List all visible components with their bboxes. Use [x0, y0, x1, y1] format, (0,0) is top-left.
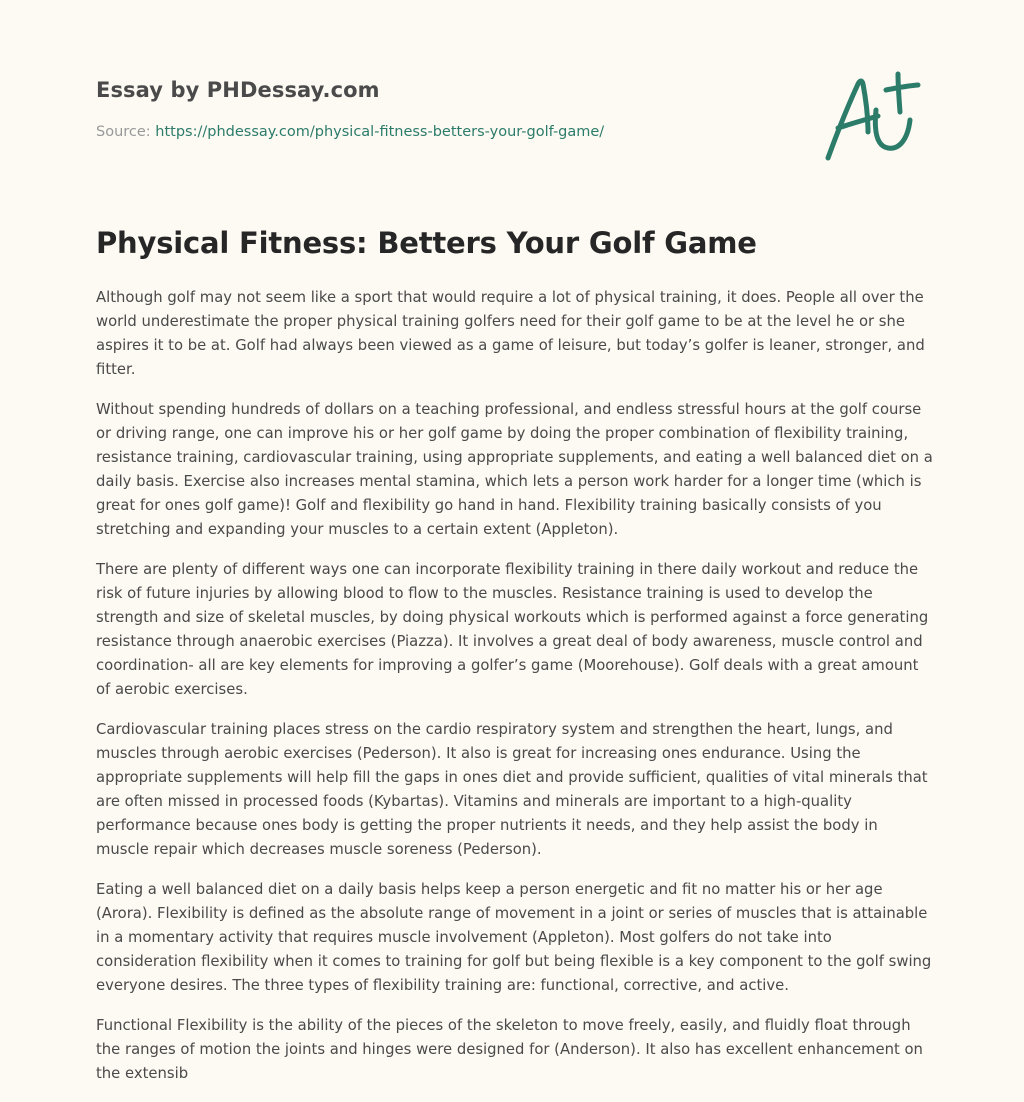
- source-line: [96, 124, 604, 140]
- source-link[interactable]: https://phdessay.com/physical-fitness-betters-your-golf-game/: [155, 124, 605, 140]
- essay-paragraph: Cardiovascular training places stress on the cardio respiratory system and strengthen the heart, lungs, and muscles through aerobic exercises (Pederson). It also is great for increasing ones endurance. Using the appropriate supplements will help fill the gaps in ones diet and provide sufficient, qualities of vital minerals that are often missed in processed foods (Kybartas). Vitamins and minerals are important to a high-quality performance because ones body is getting the proper nutrients it needs, and they help assist the body in muscle repair which decreases muscle soreness (Pederson).: [96, 721, 928, 858]
- page-header: [0, 0, 1024, 200]
- source-label: Source:: [96, 124, 156, 140]
- essay-paragraph: Although golf may not seem like a sport that would require a lot of physical training, it does. People all over the world underestimate the proper physical training golfers need for their golf game to be at the level he or she aspires it to be at. Golf had always been viewed as a game of leisure, but today’s golfer is leaner, stronger, and fitter.: [96, 289, 925, 378]
- essay-body: [96, 286, 934, 1102]
- brand-name: Essay by PHDessay.com: [96, 78, 380, 102]
- essay-paragraph: Eating a well balanced diet on a daily basis helps keep a person energetic and fit no matter his or her age (Arora). Flexibility is defined as the absolute range of movement in a joint or series of muscles that is attainable in a momentary activity that requires muscle involvement (Appleton). Most golfers do not take into consideration flexibility when it comes to training for golf but being flexible is a key component to the golf swing everyone desires. The three types of flexibility training are: functional, corrective, and active.: [96, 881, 932, 994]
- essay-paragraph: Functional Flexibility is the ability of the pieces of the skeleton to move freely, easily, and fluidly float through the ranges of motion the joints and hinges were designed for (Anderson). It also has excellent enhancement on the extensib: [96, 1017, 923, 1082]
- essay-paragraph: Without spending hundreds of dollars on a teaching professional, and endless stressful hours at the golf course or driving range, one can improve his or her golf game by doing the proper combination of flexibility training, resistance training, cardiovascular training, using appropriate supplements, and eating a well balanced diet on a daily basis. Exercise also increases mental stamina, which lets a person work harder for a longer time (which is great for ones golf game)! Golf and flexibility go hand in hand. Flexibility training basically consists of you stretching and expanding your muscles to a certain extent (Appleton).: [96, 401, 933, 538]
- essay-paragraph: There are plenty of different ways one can incorporate flexibility training in there daily workout and reduce the risk of future injuries by allowing blood to flow to the muscles. Resistance training is used to develop the strength and size of skeletal muscles, by doing physical workouts which is performed against a force generating resistance through anaerobic exercises (Piazza). It involves a great deal of body awareness, muscle control and coordination- all are key elements for improving a golfer’s game (Moorehouse). Golf deals with a great amount of aerobic exercises.: [96, 561, 929, 698]
- a-plus-grade-icon: [818, 66, 930, 166]
- essay-title: Physical Fitness: Betters Your Golf Game: [96, 226, 757, 260]
